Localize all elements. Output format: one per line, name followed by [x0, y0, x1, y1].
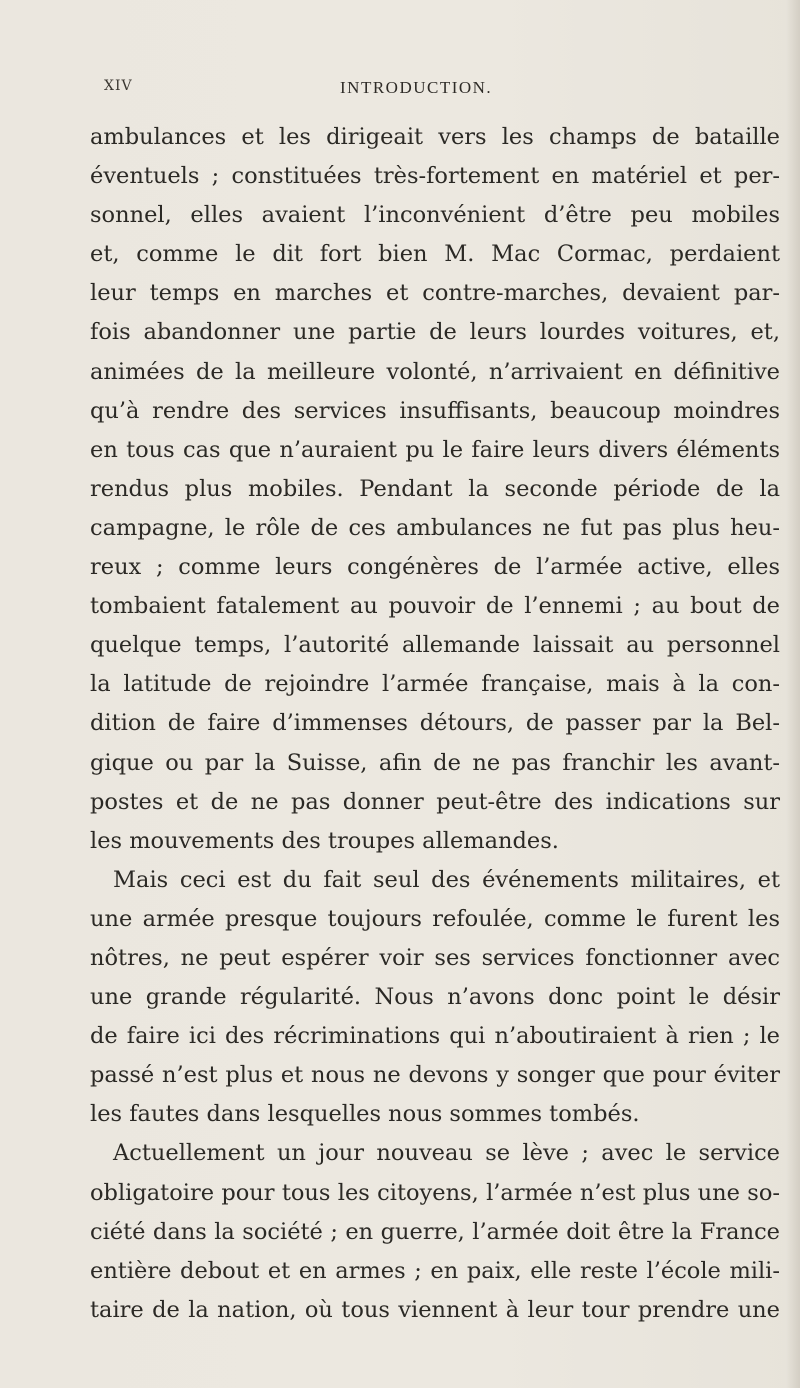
text-line: obligatoire pour tous les citoyens, l’armée n’est plus une so- — [90, 1179, 780, 1206]
text-line: fois abandonner une partie de leurs lourdes voitures, et, — [90, 319, 780, 346]
text-line: les mouvements des troupes allemandes. — [90, 827, 559, 854]
text-line: les fautes dans lesquelles nous sommes tombés. — [90, 1101, 640, 1128]
text-line: sonnel, elles avaient l’inconvénient d’être peu mobiles — [90, 202, 780, 229]
text-line: gique ou par la Suisse, afin de ne pas franchir les avant- — [90, 749, 780, 776]
text-line: dition de faire d’immenses détours, de passer par la Bel- — [90, 710, 780, 737]
text-line: reux ; comme leurs congénères de l’armée active, elles — [90, 554, 780, 581]
text-line: entière debout et en armes ; en paix, elle reste l’école mili- — [90, 1257, 780, 1284]
text-line: la latitude de rejoindre l’armée française, mais à la con- — [90, 671, 780, 698]
text-line: campagne, le rôle de ces ambulances ne fut pas plus heu- — [90, 514, 780, 541]
running-title: INTRODUCTION. — [340, 78, 493, 97]
page-edge-shadow — [786, 0, 800, 1388]
body-text — [90, 118, 780, 1330]
text-line: ciété dans la société ; en guerre, l’armée doit être la France — [90, 1218, 780, 1245]
page-number: XIV — [104, 78, 133, 94]
text-line: passé n’est plus et nous ne devons y songer que pour éviter — [90, 1062, 780, 1089]
text-line: une armée presque toujours refoulée, comme le furent les — [90, 905, 780, 932]
text-line: rendus plus mobiles. Pendant la seconde période de la — [90, 475, 780, 502]
text-line: taire de la nation, où tous viennent à leur tour prendre une — [90, 1296, 780, 1323]
text-line: et, comme le dit fort bien M. Mac Cormac, perdaient — [90, 241, 780, 268]
text-line: de faire ici des récriminations qui n’aboutiraient à rien ; le — [90, 1023, 780, 1050]
text-line: qu’à rendre des services insuffisants, beaucoup moindres — [90, 397, 780, 424]
text-line: tombaient fatalement au pouvoir de l’ennemi ; au bout de — [90, 593, 780, 620]
text-line: quelque temps, l’autorité allemande laissait au personnel — [90, 632, 780, 659]
text-line: éventuels ; constituées très-fortement en matériel et per- — [90, 163, 780, 190]
text-line: nôtres, ne peut espérer voir ses services fonctionner avec — [90, 944, 780, 971]
text-line: une grande régularité. Nous n’avons donc point le désir — [90, 984, 780, 1011]
text-line: postes et de ne pas donner peut-être des indications sur — [90, 788, 780, 815]
paragraph-start-line: Actuellement un jour nouveau se lève ; avec le service — [113, 1140, 780, 1167]
text-line: en tous cas que n’auraient pu le faire leurs divers éléments — [90, 436, 780, 463]
page-header — [0, 78, 800, 110]
text-line: ambulances et les dirigeait vers les champs de bataille — [90, 124, 780, 150]
text-line: leur temps en marches et contre-marches, devaient par- — [90, 280, 780, 307]
text-line: animées de la meilleure volonté, n’arrivaient en définitive — [90, 358, 780, 385]
paragraph-start-line: Mais ceci est du fait seul des événements militaires, et — [113, 866, 780, 893]
